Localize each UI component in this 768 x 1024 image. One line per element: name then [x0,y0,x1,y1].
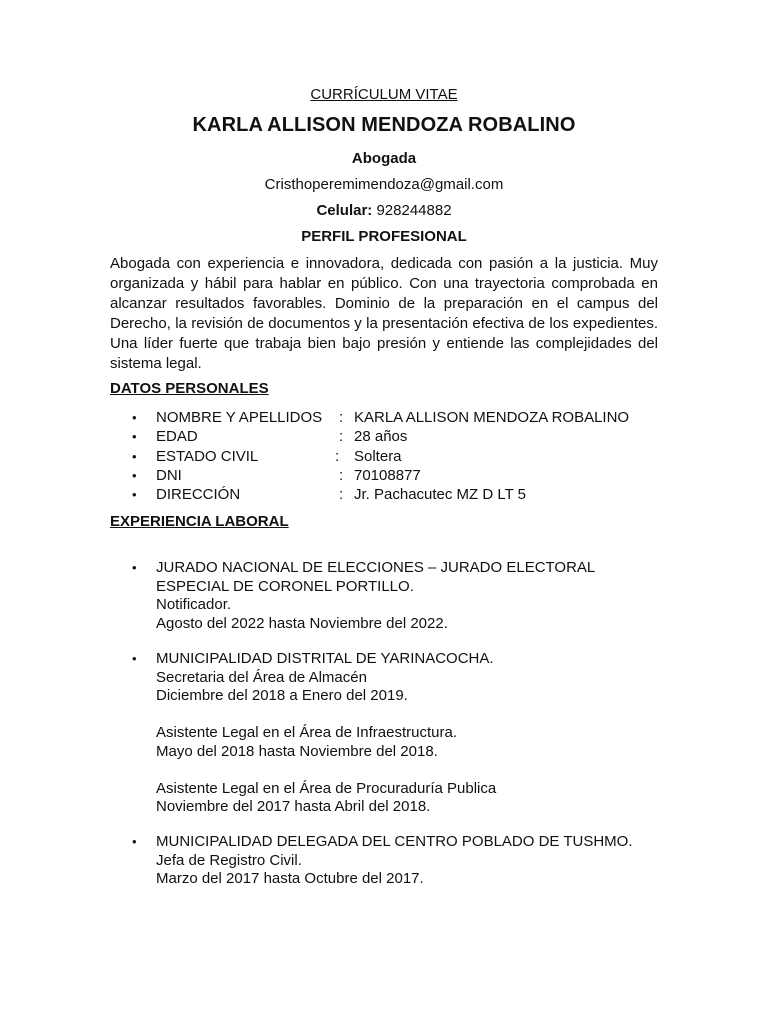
personal-value: 70108877 [354,466,421,484]
employer-name: MUNICIPALIDAD DISTRITAL DE YARINACOCHA. [156,650,494,667]
job-title: Asistente Legal en el Área de Procuraduría Publica [156,779,497,797]
job-dates: Marzo del 2017 hasta Octubre del 2017. [156,870,424,887]
bullet-icon: • [132,834,137,849]
personal-value: KARLA ALLISON MENDOZA ROBALINO [354,409,630,426]
experience-entry [110,559,658,633]
list-item [110,408,658,427]
bullet-icon: • [132,448,137,464]
colon-separator: : [339,428,344,446]
experience-line [110,650,658,669]
job-dates: Diciembre del 2018 a Enero del 2019. [156,687,408,704]
experience-line [110,833,658,852]
job-title: Jefa de Registro Civil. [156,851,302,869]
profession: Abogada [351,150,417,167]
list-item [110,447,658,466]
job-title: Asistente Legal en el Área de Infraestructura. [156,724,458,741]
profile-text: Abogada con experiencia e innovadora, dedicada con pasión a la justicia. Muy organizada y hábil para hablar en público. Con una trayectoria comprobada en alcanzar resultados favorables. Dominio de la preparación en el campus del Derecho, la revisión de documentos y la presentación efectiva de los expedientes. Una líder fuerte que trabaja bien bajo presión y entiende las complejidades del sistema legal. [110,255,658,372]
personal-value: 28 años [354,428,408,446]
personal-label: DNI [156,466,182,484]
personal-label: EDAD [156,428,198,446]
phone-label: Celular: [316,202,373,219]
experience-entry [110,833,658,889]
bullet-icon: • [132,487,137,503]
bullet-icon: • [132,410,137,425]
colon-separator: : [339,466,344,484]
colon-separator: : [339,409,344,426]
phone-line [110,202,658,219]
profile-heading: PERFIL PROFESIONAL [301,228,467,245]
job-dates: Mayo del 2018 hasta Noviembre del 2018. [156,742,438,760]
phone-value: 928244882 [376,202,452,219]
experience-entry [110,650,658,817]
colon-separator: : [339,486,344,504]
employer-name: MUNICIPALIDAD DELEGADA DEL CENTRO POBLADO DE TUSHMO. [156,833,633,850]
bullet-icon: • [132,429,137,445]
list-item [110,485,658,504]
list-item [110,427,658,446]
job-dates: Noviembre del 2017 hasta Abril del 2018. [156,798,431,815]
job-title: Notificador. [156,596,232,613]
personal-label: ESTADO CIVIL [156,447,259,465]
experience-line [110,559,658,578]
personal-value: Jr. Pachacutec MZ D LT 5 [354,486,527,504]
experience-line: ESPECIAL DE CORONEL PORTILLO. [156,577,414,595]
personal-data-list [110,408,658,504]
list-item [110,466,658,485]
document-title: CURRÍCULUM VITAE [310,86,458,103]
personal-data-heading: DATOS PERSONALES [110,380,269,397]
job-title: Secretaria del Área de Almacén [156,668,367,686]
job-dates: Agosto del 2022 hasta Noviembre del 2022. [156,614,448,632]
bullet-icon: • [132,651,137,666]
bullet-icon: • [132,467,137,483]
personal-label: NOMBRE Y APELLIDOS [156,409,323,426]
personal-label: DIRECCIÓN [156,486,241,504]
personal-value: Soltera [354,447,402,465]
bullet-icon: • [132,560,137,575]
work-experience-heading: EXPERIENCIA LABORAL [110,513,289,530]
candidate-name: KARLA ALLISON MENDOZA ROBALINO [192,114,576,136]
colon-separator: : [335,447,340,465]
email-address: Cristhoperemimendoza@gmail.com [264,176,504,193]
employer-name: JURADO NACIONAL DE ELECCIONES – JURADO ELECTORAL [156,559,596,576]
